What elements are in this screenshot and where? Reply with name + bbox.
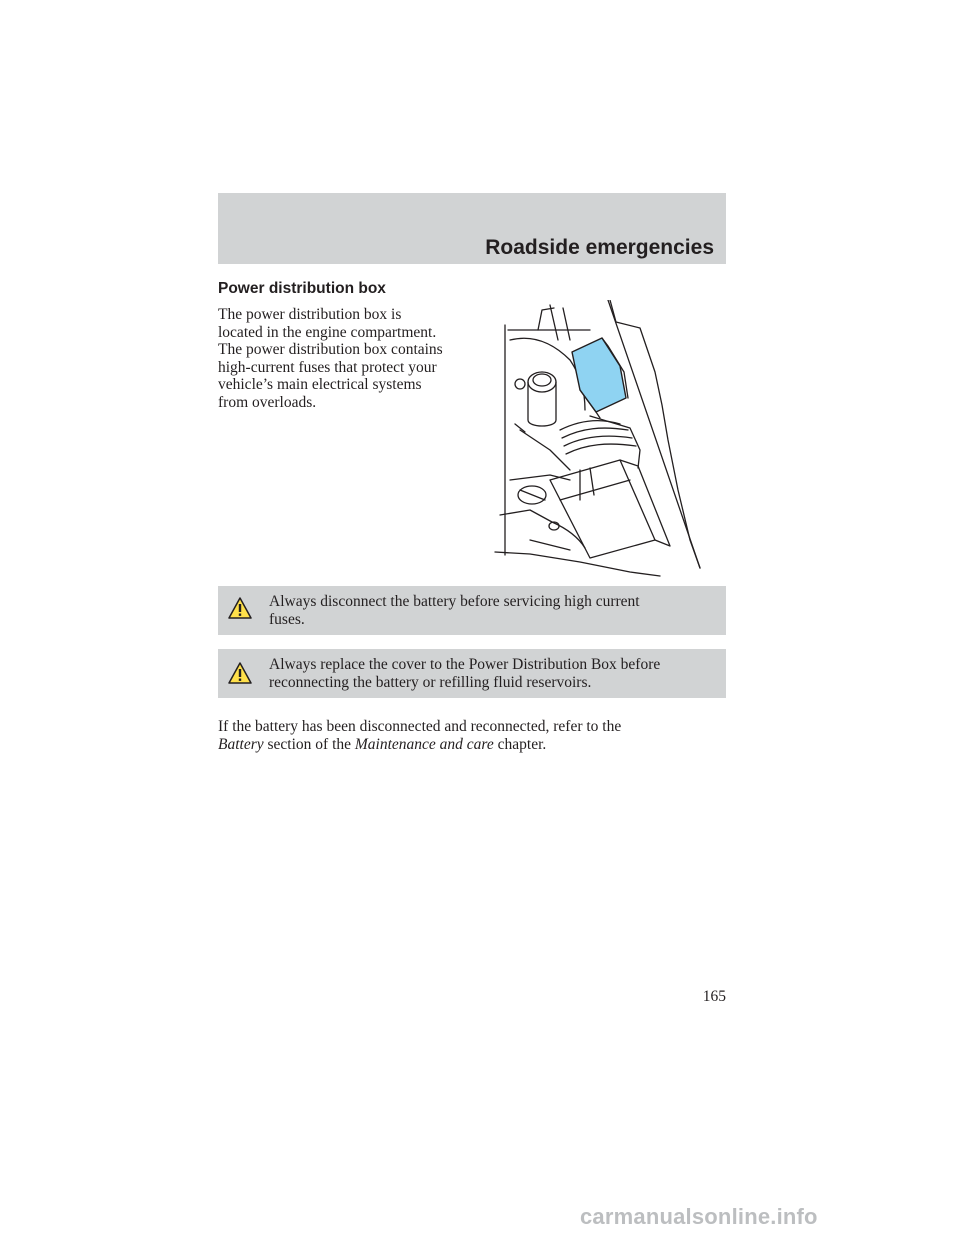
- intro-line: vehicle’s main electrical systems: [218, 376, 422, 393]
- power-distribution-box: [572, 338, 626, 412]
- closing-line: If the battery has been disconnected and reconnected, refer to the: [218, 718, 622, 735]
- warning-line: Always disconnect the battery before servicing high current: [269, 593, 640, 610]
- warning-triangle-icon: [228, 597, 252, 624]
- intro-line: from overloads.: [218, 393, 317, 411]
- chapter-header: [218, 193, 726, 264]
- closing-line: [218, 736, 726, 754]
- engine-compartment-illustration: [490, 300, 718, 578]
- watermark: carmanualsonline.info: [580, 1204, 818, 1229]
- battery-section-reference: Battery: [218, 735, 264, 753]
- intro-paragraph: [218, 306, 493, 411]
- intro-line: located in the engine compartment.: [218, 323, 437, 341]
- intro-line: The power distribution box is: [218, 306, 402, 323]
- warning-line: Always replace the cover to the Power Distribution Box before: [269, 656, 661, 673]
- intro-line: The power distribution box contains: [218, 341, 443, 358]
- warning-callout: [218, 586, 726, 635]
- intro-line: high-current fuses that protect your: [218, 358, 437, 376]
- closing-paragraph: [218, 718, 726, 753]
- warning-text: [269, 593, 640, 628]
- closing-text: section of the: [267, 735, 352, 753]
- warning-triangle-icon: [228, 662, 252, 689]
- chapter-title: Roadside emergencies: [485, 236, 714, 259]
- warning-line: fuses.: [269, 610, 305, 628]
- section-heading: Power distribution box: [218, 280, 386, 297]
- page-number: 165: [702, 988, 726, 1005]
- warning-line: reconnecting the battery or refilling fluid reservoirs.: [269, 673, 592, 691]
- warning-callout: [218, 649, 726, 698]
- closing-text: chapter.: [497, 735, 547, 753]
- maintenance-chapter-reference: Maintenance and care: [354, 735, 494, 753]
- warning-text: [269, 656, 660, 691]
